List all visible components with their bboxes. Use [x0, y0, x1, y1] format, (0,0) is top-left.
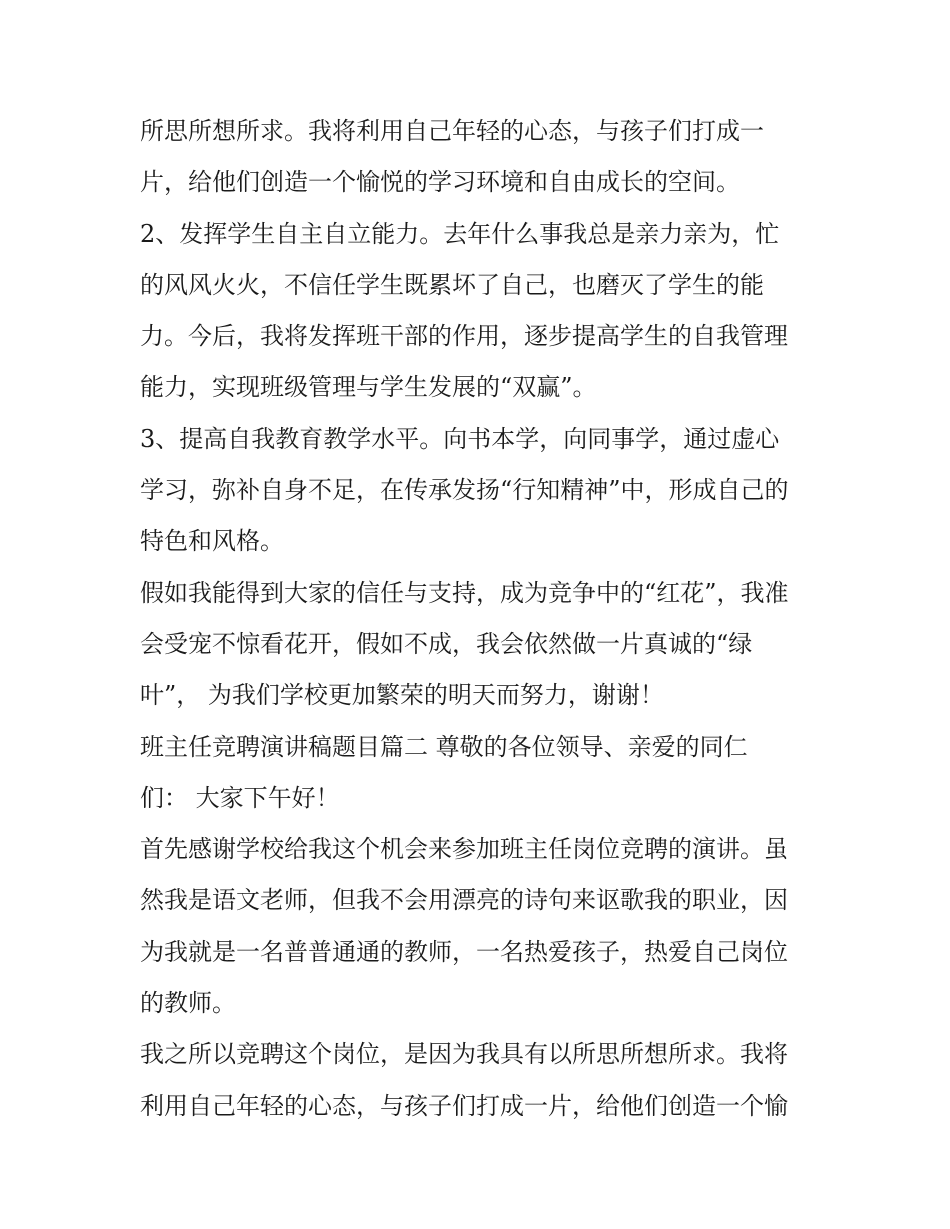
- text-line: 片，给他们创造一个愉悦的学习环境和自由成长的空间。: [140, 168, 740, 197]
- text-line: 叶”， 为我们学校更加繁荣的明天而努力，谢谢！: [140, 681, 664, 710]
- text-line: 的风风火火，不信任学生既累坏了自己，也磨灭了学生的能: [140, 270, 764, 299]
- section-heading-line: 班主任竞聘演讲稿题目篇二 尊敬的各位领导、亲爱的同仁: [140, 732, 748, 761]
- text-line: 3、提高自我教育教学水平。向书本学，向同事学，通过虚心: [140, 424, 780, 453]
- text-line: 假如我能得到大家的信任与支持，成为竞争中的“红花”，我准: [140, 578, 789, 607]
- text-line: 所思所想所求。我将利用自己年轻的心态，与孩子们打成一: [140, 117, 764, 145]
- body-text: [140, 106, 820, 1132]
- text-line: 然我是语文老师，但我不会用漂亮的诗句来讴歌我的职业，因: [140, 886, 788, 915]
- text-line: 力。今后，我将发挥班干部的作用，逐步提高学生的自我管理: [140, 322, 788, 351]
- text-line: 我之所以竞聘这个岗位，是因为我具有以所思所想所求。我将: [140, 1040, 788, 1069]
- text-line: 2、发挥学生自主自立能力。去年什么事我总是亲力亲为，忙: [140, 219, 780, 248]
- text-line: 特色和风格。: [140, 527, 284, 556]
- text-line: 学习，弥补自身不足，在传承发扬“行知精神”中，形成自己的: [140, 476, 789, 505]
- text-line: 们： 大家下午好！: [140, 783, 340, 812]
- text-line: 能力，实现班级管理与学生发展的“双赢”。: [140, 373, 597, 402]
- text-line: 会受宠不惊看花开，假如不成，我会依然做一片真诚的“绿: [140, 629, 753, 658]
- text-line: 的教师。: [140, 989, 236, 1018]
- text-line: 首先感谢学校给我这个机会来参加班主任岗位竞聘的演讲。虽: [140, 835, 788, 864]
- text-line: 利用自己年轻的心态，与孩子们打成一片，给他们创造一个愉: [140, 1091, 788, 1120]
- text-line: 为我就是一名普普通通的教师，一名热爱孩子，热爱自己岗位: [140, 937, 788, 966]
